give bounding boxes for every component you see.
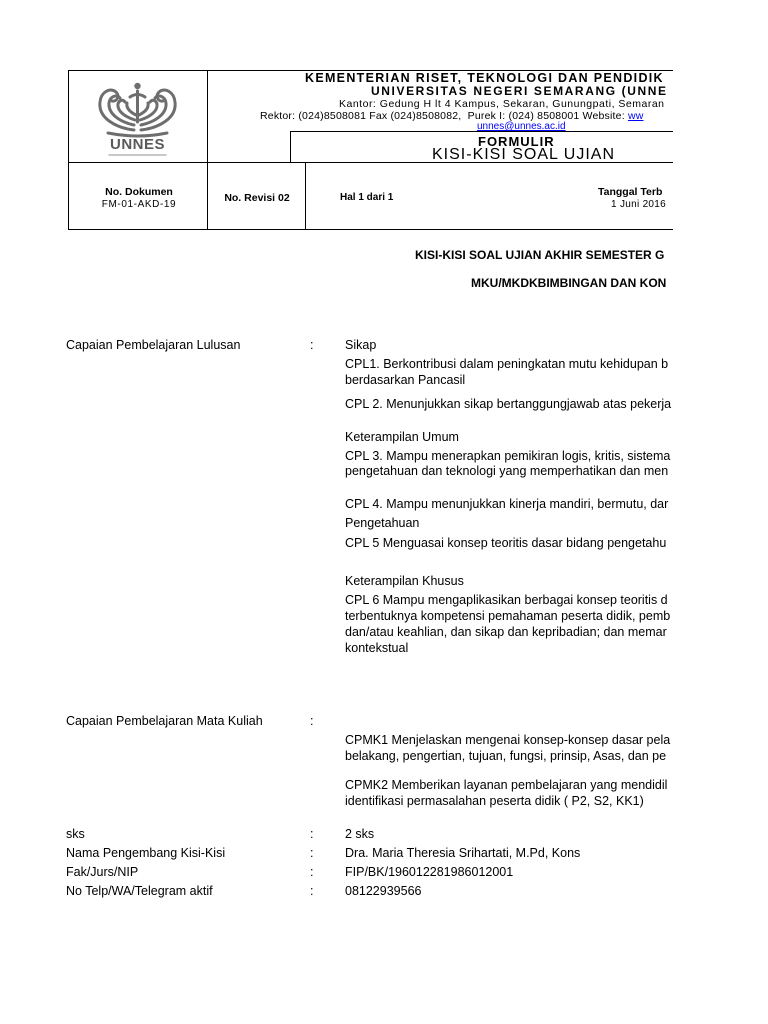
issue-date-label: Tanggal Terb bbox=[598, 186, 663, 198]
keterampilan-umum-heading: Keterampilan Umum bbox=[345, 430, 459, 444]
cpl3-line: CPL 3. Mampu menerapkan pemikiran logis, kritis, sistema bbox=[345, 449, 671, 463]
keterampilan-khusus-heading: Keterampilan Khusus bbox=[345, 574, 464, 588]
sks-label: sks bbox=[66, 827, 85, 841]
page-number: Hal 1 dari 1 bbox=[340, 192, 394, 203]
form-title: KISI-KISI SOAL UJIAN bbox=[432, 146, 616, 163]
sikap-heading: Sikap bbox=[345, 338, 377, 352]
cpmk-label: Capaian Pembelajaran Mata Kuliah bbox=[66, 714, 263, 728]
contact-numbers: Rektor: (024)8508081 Fax (024)8508082, Purek I: (024) 8508001 Website: bbox=[260, 110, 628, 122]
header-divider-formulir-left bbox=[290, 131, 291, 162]
cpl6-line: kontekstual bbox=[345, 641, 409, 655]
unnes-logo bbox=[68, 70, 207, 162]
faculty-separator: : bbox=[310, 865, 314, 879]
issue-date: 1 Juni 2016 bbox=[611, 199, 667, 210]
cpl4-line: CPL 4. Mampu menunjukkan kinerja mandiri, bermutu, dar bbox=[345, 497, 669, 511]
logo-subtext bbox=[109, 154, 167, 156]
phone-label: No Telp/WA/Telegram aktif bbox=[66, 884, 213, 898]
cpmk-separator: : bbox=[310, 714, 314, 728]
cpmk1-line: CPMK1 Menjelaskan mengenai konsep-konsep dasar pela bbox=[345, 733, 671, 747]
cpl-separator: : bbox=[310, 338, 314, 352]
contact-line bbox=[260, 110, 644, 122]
website-link[interactable]: ww bbox=[627, 110, 644, 122]
revision-number: No. Revisi 02 bbox=[224, 192, 290, 204]
university-name: UNIVERSITAS NEGERI SEMARANG (UNNE bbox=[371, 84, 668, 98]
document-number-label: No. Dokumen bbox=[105, 186, 173, 198]
developer-separator: : bbox=[310, 846, 314, 860]
form-type: FORMULIR bbox=[478, 134, 555, 149]
cpl6-line: terbentuknya kompetensi pemahaman peserta didik, pemb bbox=[345, 609, 671, 623]
cpmk1-line: belakang, pengertian, tujuan, fungsi, prinsip, Asas, dan pe bbox=[345, 749, 667, 763]
course-title: MKU/MKDKBIMBINGAN DAN KON bbox=[471, 276, 667, 290]
faculty-label: Fak/Jurs/NIP bbox=[66, 865, 139, 879]
logo-emblem-icon bbox=[100, 83, 175, 136]
developer-value: Dra. Maria Theresia Srihartati, M.Pd, Kons bbox=[345, 846, 581, 860]
ministry-name: KEMENTERIAN RISET, TEKNOLOGI DAN PENDIDIK bbox=[305, 71, 664, 85]
cpl5-line: CPL 5 Menguasai konsep teoritis dasar bidang pengetahu bbox=[345, 536, 667, 550]
logo-wordmark: UNNES bbox=[109, 136, 166, 153]
header-border-bottom bbox=[68, 229, 673, 230]
sks-separator: : bbox=[310, 827, 314, 841]
email-link[interactable]: unnes@unnes.ac.id bbox=[477, 121, 566, 132]
developer-label: Nama Pengembang Kisi-Kisi bbox=[66, 846, 226, 860]
exam-title: KISI-KISI SOAL UJIAN AKHIR SEMESTER G bbox=[415, 248, 665, 262]
sks-value: 2 sks bbox=[345, 827, 375, 841]
cpl-label: Capaian Pembelajaran Lulusan bbox=[66, 338, 241, 352]
cpl6-line: dan/atau keahlian, dan sikap dan kepribadian; dan memar bbox=[345, 625, 667, 639]
phone-separator: : bbox=[310, 884, 314, 898]
cpmk2-line: CPMK2 Memberikan layanan pembelajaran yang mendidil bbox=[345, 778, 668, 792]
cpl1-line: berdasarkan Pancasil bbox=[345, 373, 466, 387]
cpl6-line: CPL 6 Mampu mengaplikasikan berbagai konsep teoritis d bbox=[345, 593, 668, 607]
phone-value: 08122939566 bbox=[345, 884, 422, 898]
pengetahuan-heading: Pengetahuan bbox=[345, 516, 420, 530]
document-number: FM-01-AKD-19 bbox=[101, 199, 177, 210]
cpl2-line: CPL 2. Menunjukkan sikap bertanggungjawab atas pekerja bbox=[345, 397, 672, 411]
cpl3-line: pengetahuan dan teknologi yang memperhatikan dan men bbox=[345, 464, 669, 478]
cpl1-line: CPL1. Berkontribusi dalam peningkatan mutu kehidupan b bbox=[345, 357, 669, 371]
office-address: Kantor: Gedung H lt 4 Kampus, Sekaran, Gunungpati, Semaran bbox=[339, 98, 665, 110]
faculty-value: FIP/BK/196012281986012001 bbox=[345, 865, 514, 879]
cpmk2-line: identifikasi permasalahan peserta didik ( P2, S2, KK1) bbox=[345, 794, 644, 808]
